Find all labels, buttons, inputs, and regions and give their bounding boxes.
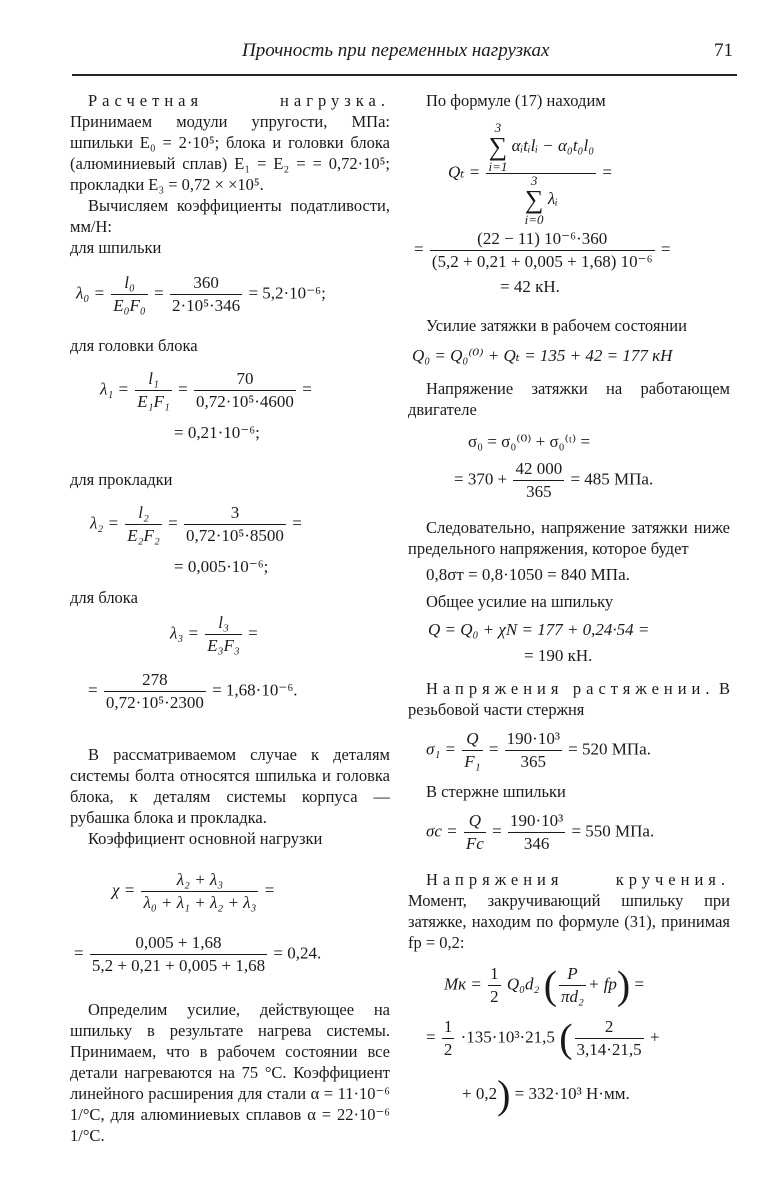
paragraph-stud-rod: В стержне шпильки bbox=[426, 782, 566, 801]
equation-limit: 0,8σт = 0,8·1050 = 840 МПа. bbox=[426, 565, 630, 584]
equation-Qt-result: = 42 кН. bbox=[500, 277, 560, 296]
paragraph-preload-stress: Напряжение затяжки на работающем двигателе bbox=[408, 379, 730, 419]
paragraph-formula-17: По формуле (17) находим bbox=[426, 91, 606, 110]
right-column bbox=[408, 90, 730, 1115]
equation-Qt: Qₜ = 3 ∑ i=1 αᵢtᵢlᵢ − α₀t₀l₀ 3 ∑ i=0 λᵢ = bbox=[448, 120, 612, 227]
equation-chi-result: = $\frac{0,005 + 1,68}{5,2 + 0,21 + 0,005 + 1,68}$ = 0,24. bbox=[74, 933, 322, 975]
equation-Mk-value: = $\frac{1}{2}$ ·135·10³·21,5 ( $\frac{2}{3,14\cdot 21,5}$ + bbox=[426, 1015, 660, 1061]
equation-chi: χ = $\frac{\text{λ₂ + λ₃}}{\text{λ₀ + λ₁ + λ₂ + λ₃}}$ = bbox=[112, 870, 275, 912]
label-stud: для шпильки bbox=[70, 238, 162, 257]
section-heading-load: Расчетная нагрузка. bbox=[88, 91, 390, 110]
equation-lambda3-result: = $\frac{278}{\text{0,72·10⁵·2300}}$ = 1,68·10⁻⁶. bbox=[88, 670, 298, 712]
equation-Mk: Mк = $\frac{1}{2}$ Q₀d₂ ( $\frac{P}{\text{πd₂}}$ + fр) = bbox=[444, 962, 645, 1008]
label-block: для блока bbox=[70, 588, 138, 607]
equation-lambda1-result: = 0,21·10⁻⁶; bbox=[174, 423, 260, 442]
paragraph-compliance: Вычисляем коэффициенты податливости, мм/Н: bbox=[70, 196, 390, 236]
paragraph-heating: Определим усилие, действующее на шпильку в результате нагрева системы. Принимаем, что в рабочем состоянии все детали нагреваются на 75 °С. Коэффициент линейного расширения для стали α = 11·10⁻⁶ 1/°С, для алюминиевых сплавов α = 22·10⁻⁶ 1/°С. bbox=[70, 1000, 390, 1145]
paragraph-load bbox=[70, 90, 390, 195]
equation-Qt-value: = $\frac{\text{(22 − 11) 10⁻⁶·360}}{\text{(5,2 + 0,21 + 0,005 + 1,68) 10⁻⁶}}$ = bbox=[414, 229, 671, 271]
equation-Mk-result: + 0,2) = 332·10³ Н·мм. bbox=[462, 1072, 630, 1117]
equation-lambda2: λ₂ = $\frac{\text{l₂}}{\text{E₂F₂}}$ = $\frac{3}{\text{0,72·10⁵·8500}}$ = bbox=[90, 503, 302, 545]
equation-lambda2-result: = 0,005·10⁻⁶; bbox=[174, 557, 269, 576]
equation-lambda0: λ₀ = $\frac{\text{l₀}}{\text{E₀F₀}}$ = $\frac{360}{\text{2·10⁵·346}}$ = 5,2·10⁻⁶; bbox=[76, 273, 326, 315]
equation-lambda3: λ₃ = $\frac{\text{l₃}}{\text{E₃F₃}}$ = bbox=[170, 613, 258, 655]
equation-sigmac: σc = $\frac{Q}{Fc}$ = $\frac{\text{190·10³}}{346}$ = 550 МПа. bbox=[426, 811, 655, 853]
equation-sigma0: σ₀ = σ₀⁽⁰⁾ + σ₀⁽ᵗ⁾ = bbox=[468, 432, 591, 451]
paragraph-preload: Усилие затяжки в рабочем состоянии bbox=[426, 316, 687, 335]
label-gasket: для прокладки bbox=[70, 470, 173, 489]
equation-Q: Q = Q₀ + χN = 177 + 0,24·54 = bbox=[428, 620, 650, 639]
paragraph-tension bbox=[408, 678, 730, 720]
paragraph-limit: Следовательно, напряжение затяжки ниже предельного напряжения, которое будет bbox=[408, 518, 730, 558]
equation-lambda1: λ₁ = $\frac{\text{l₁}}{\text{E₁F₁}}$ = $\frac{70}{\text{0,72·10⁵·4600}}$ = bbox=[100, 369, 312, 411]
page-number: 71 bbox=[714, 40, 733, 61]
running-title: Прочность при переменных нагрузках bbox=[242, 40, 550, 61]
paragraph-torsion bbox=[408, 869, 730, 953]
label-head: для головки блока bbox=[70, 336, 198, 355]
equation-Q-result: = 190 кН. bbox=[524, 646, 593, 665]
paragraph-load-body: Принимаем модули упругости, МПа: шпильки E₀ = 2·10⁵; блока и головки блока (алюминиевый сплав) E₁ = E₂ = = 0,72·10⁵; прокладки E₃ = 0,72 × ×10⁵. bbox=[70, 112, 390, 194]
section-heading-torsion: Напряжения кручения. bbox=[426, 870, 730, 889]
left-column bbox=[70, 90, 390, 1146]
paragraph-tension-body: В резьбовой части стержня bbox=[408, 679, 730, 719]
page-header bbox=[72, 36, 737, 76]
paragraph-system: В рассматриваемом случае к деталям системы болта относятся шпилька и головка блока, к деталям системы корпуса — рубашка блока и прокладка. bbox=[70, 745, 390, 827]
section-heading-tension: Напряжения растяжении. bbox=[426, 679, 715, 698]
equation-Q0: Q₀ = Q₀⁽⁰⁾ + Qₜ = 135 + 42 = 177 кН bbox=[412, 346, 673, 365]
paragraph-torsion-body: Момент, закручивающий шпильку при затяжке, находим по формуле (31), принимая fр = 0,2: bbox=[408, 891, 730, 952]
paragraph-coefficient: Коэффициент основной нагрузки bbox=[88, 829, 323, 848]
equation-sigma1: σ₁ = $\frac{Q}{\text{F₁}}$ = $\frac{\text{190·10³}}{365}$ = 520 МПа. bbox=[426, 729, 651, 771]
paragraph-total-force: Общее усилие на шпильку bbox=[426, 592, 614, 611]
equation-sigma0-result: = 370 + $\frac{42 000}{365}$ = 485 МПа. bbox=[454, 459, 654, 501]
